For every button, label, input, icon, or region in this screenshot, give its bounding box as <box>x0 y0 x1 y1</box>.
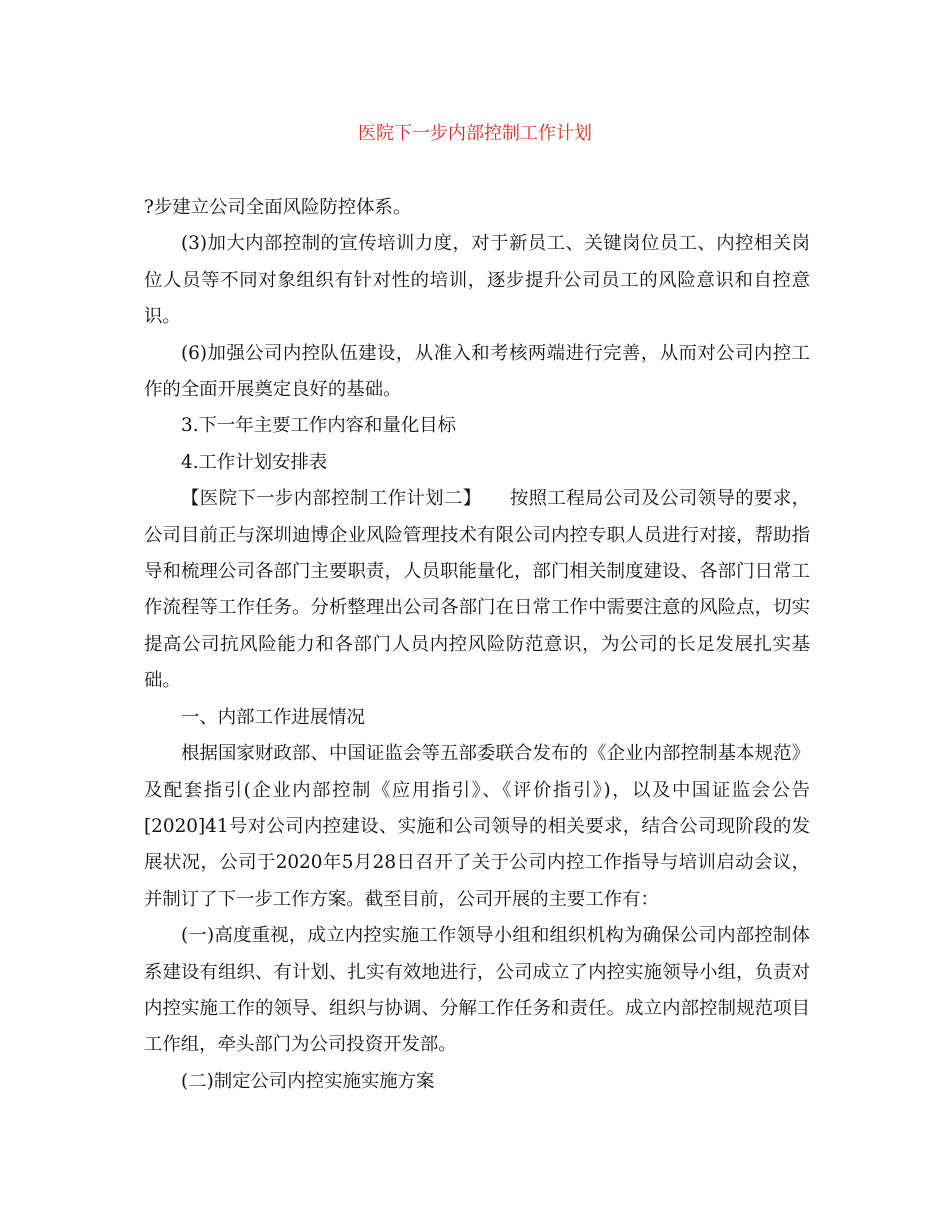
paragraph: (二)制定公司内控实施实施方案 <box>181 1070 435 1092</box>
paragraph: (一)高度重视，成立内控实施工作领导小组和组织机构为确保公司内部控制体系建设有组织、有计划、扎实有效地进行，公司成立了内控实施领导小组，负责对内控实施工作的领导、组织与协调、分解工作任务和责任。成立内部控制规范项目工作组，牵头部门为公司投资开发部。 <box>144 925 810 1056</box>
document-body <box>144 190 810 1100</box>
paragraph: 根据国家财政部、中国证监会等五部委联合发布的《企业内部控制基本规范》及配套指引(企业内部控制《应用指引》、《评价指引》)，以及中国证监会公告[2020]41号对公司内控建设、实施和公司领导的相关要求，结合公司现阶段的发展状况，公司于2020年5月28日召开了关于公司内控工作指导与培训启动会议，并制订了下一步工作方案。截至目前，公司开展的主要工作有： <box>144 743 810 910</box>
paragraph: 【医院下一步内部控制工作计划二】 按照工程局公司及公司领导的要求，公司目前正与深圳迪博企业风险管理技术有限公司内控专职人员进行对接，帮助指导和梳理公司各部门主要职责，人员职能量化，部门相关制度建设、各部门日常工作流程等工作任务。分析整理出公司各部门在日常工作中需要注意的风险点，切实提高公司抗风险能力和各部门人员内控风险防范意识，为公司的长足发展扎实基础。 <box>144 488 810 692</box>
paragraph: 4.工作计划安排表 <box>181 451 328 473</box>
paragraph: 3.下一年主要工作内容和量化目标 <box>181 415 457 437</box>
paragraph: (3)加大内部控制的宣传培训力度，对于新员工、关键岗位员工、内控相关岗位人员等不同对象组织有针对性的培训，逐步提升公司员工的风险意识和自控意识。 <box>144 233 810 328</box>
paragraph: 一、内部工作进展情况 <box>181 706 365 728</box>
document-title: 医院下一步内部控制工作计划 <box>358 123 592 144</box>
paragraph: (6)加强公司内控队伍建设，从准入和考核两端进行完善，从而对公司内控工作的全面开展奠定良好的基础。 <box>144 342 810 401</box>
paragraph: ?步建立公司全面风险防控体系。 <box>144 197 412 218</box>
